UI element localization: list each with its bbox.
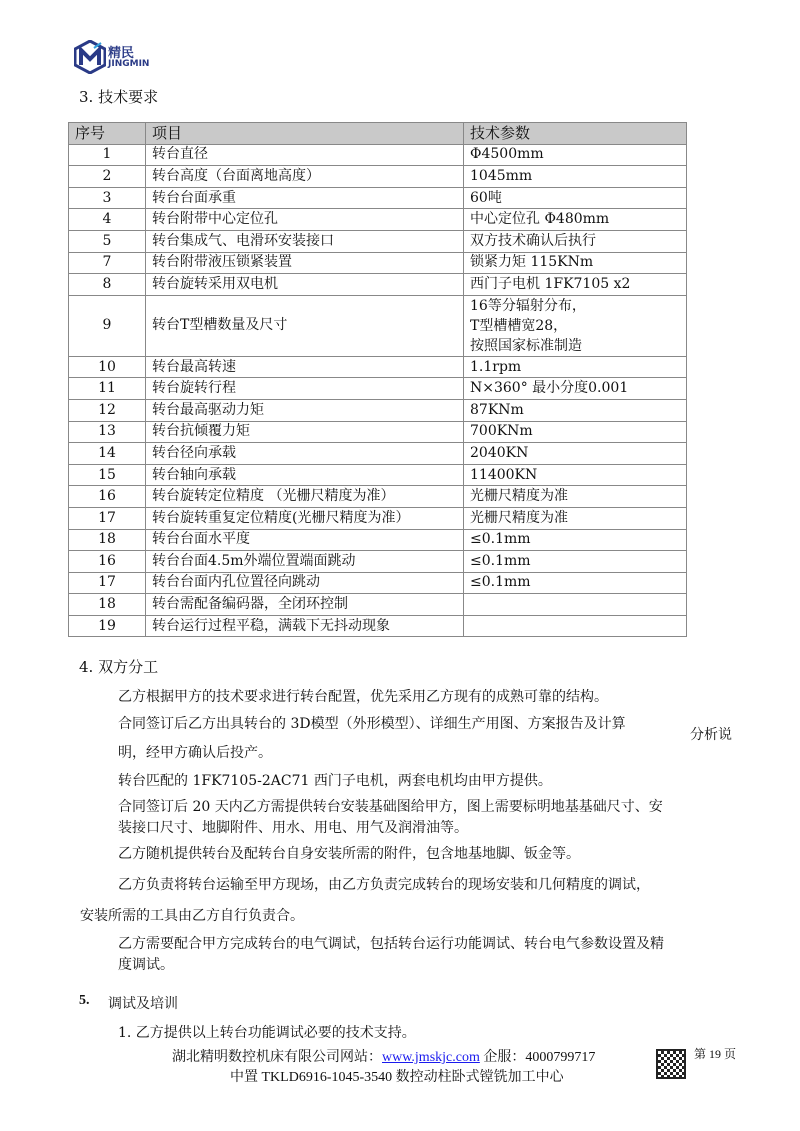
jingmin-logo: [74, 40, 150, 78]
cell-no: 14: [69, 443, 146, 465]
cell-no: 8: [69, 274, 146, 296]
cell-no: 9: [69, 295, 146, 356]
paragraph-line: 装接口尺寸、地脚附件、用水、用电、用气及润滑油等。: [118, 820, 468, 836]
footer-line1: [172, 1046, 595, 1066]
cell-param: 光栅尺精度为准: [464, 507, 687, 529]
cell-param: ≤0.1mm: [464, 572, 687, 594]
paragraph-line: 乙方随机提供转台及配转台自身安装所需的附件，包含地基地脚、钣金等。: [118, 846, 580, 862]
cell-param: 中心定位孔 Φ480mm: [464, 209, 687, 231]
cell-item: 转台台面水平度: [146, 529, 464, 551]
cell-item: 转台最高驱动力矩: [146, 399, 464, 421]
cell-no: 18: [69, 529, 146, 551]
table-row: [69, 464, 687, 486]
cell-param: 双方技术确认后执行: [464, 230, 687, 252]
table-header: [69, 123, 687, 145]
cell-param: 1045mm: [464, 166, 687, 188]
cell-param: 光栅尺精度为准: [464, 486, 687, 508]
section5-item: 1. 乙方提供以上转台功能调试必要的技术支持。: [118, 1025, 416, 1041]
cell-param: ≤0.1mm: [464, 529, 687, 551]
cell-item: 转台抗倾覆力矩: [146, 421, 464, 443]
table-row: [69, 572, 687, 594]
table-row: [69, 421, 687, 443]
cell-param: 87KNm: [464, 399, 687, 421]
paragraph-line: 明，经甲方确认后投产。: [118, 745, 272, 761]
paragraph-line: 合同签订后乙方出具转台的 3D模型（外形模型）、详细生产用图、方案报告及计算: [118, 716, 626, 732]
footer-model: 中置 TKLD6916-1045-3540 数控动柱卧式镗铣加工中心: [230, 1070, 564, 1085]
cell-item: 转台径向承载: [146, 443, 464, 465]
section5-number: 5.: [79, 993, 90, 1008]
paragraph-line: 转台匹配的 1FK7105-2AC71 西门子电机，两套电机均由甲方提供。: [118, 773, 552, 789]
cell-param: 60吨: [464, 187, 687, 209]
cell-item: 转台需配备编码器，全闭环控制: [146, 594, 464, 616]
table-row: [69, 187, 687, 209]
cell-no: 7: [69, 252, 146, 274]
cell-param: [464, 615, 687, 637]
logo-cn: 精民: [108, 46, 135, 61]
table-row: [69, 274, 687, 296]
cell-item: 转台附带中心定位孔: [146, 209, 464, 231]
footer-company: 湖北精明数控机床有限公司网站：: [172, 1050, 382, 1065]
cell-param: 11400KN: [464, 464, 687, 486]
cell-item: 转台集成气、电滑环安装接口: [146, 230, 464, 252]
paragraph-line: 乙方负责将转台运输至甲方现场，由乙方负责完成转台的现场安装和几何精度的调试，: [118, 877, 650, 893]
cell-item: 转台附带液压锁紧装置: [146, 252, 464, 274]
cell-item: 转台旋转行程: [146, 378, 464, 400]
cell-param: Φ4500mm: [464, 144, 687, 166]
cell-no: 19: [69, 615, 146, 637]
cell-item: 转台台面承重: [146, 187, 464, 209]
section4-title: 4. 双方分工: [79, 658, 159, 676]
cell-no: 10: [69, 356, 146, 378]
cell-no: 2: [69, 166, 146, 188]
table-row: [69, 399, 687, 421]
cell-item: 转台轴向承载: [146, 464, 464, 486]
cell-param: [464, 594, 687, 616]
paragraph-line: 度调试。: [118, 957, 174, 973]
cell-no: 3: [69, 187, 146, 209]
cell-no: 5: [69, 230, 146, 252]
cell-item: 转台旋转重复定位精度(光栅尺精度为准）: [146, 507, 464, 529]
cell-item: 转台台面4.5m外端位置端面跳动: [146, 551, 464, 573]
qr-code-icon: [656, 1049, 686, 1079]
cell-no: 16: [69, 486, 146, 508]
cell-no: 4: [69, 209, 146, 231]
tech-requirements-table: [68, 122, 687, 637]
cell-no: 12: [69, 399, 146, 421]
table-row: [69, 443, 687, 465]
table-row: [69, 615, 687, 637]
paragraph-line: 安装所需的工具由乙方自行负责合。: [80, 908, 304, 924]
cell-no: 16: [69, 551, 146, 573]
table-row: [69, 507, 687, 529]
logo-en: JINGMIN: [108, 59, 150, 69]
footer-service: 企服：4000799717: [479, 1050, 596, 1065]
page-number: 第 19 页: [694, 1047, 737, 1061]
paragraph-line: 分析说: [690, 727, 732, 743]
cell-param: ≤0.1mm: [464, 551, 687, 573]
paragraph-line: 乙方需要配合甲方完成转台的电气调试，包括转台运行功能调试、转台电气参数设置及精: [118, 936, 664, 952]
cell-no: 17: [69, 572, 146, 594]
cell-no: 18: [69, 594, 146, 616]
table-row: [69, 551, 687, 573]
cell-item: 转台运行过程平稳，满载下无抖动现象: [146, 615, 464, 637]
cell-item: 转台T型槽数量及尺寸: [146, 295, 464, 356]
cell-item: 转台高度（台面离地高度）: [146, 166, 464, 188]
cell-item: 转台台面内孔位置径向跳动: [146, 572, 464, 594]
cell-param: 2040KN: [464, 443, 687, 465]
cell-param: N×360° 最小分度0.001: [464, 378, 687, 400]
cell-no: 15: [69, 464, 146, 486]
table-row: [69, 486, 687, 508]
cell-item: 转台最高转速: [146, 356, 464, 378]
table-row: [69, 144, 687, 166]
col-item: 项目: [146, 123, 464, 145]
col-no: 序号: [69, 123, 146, 145]
cell-item: 转台直径: [146, 144, 464, 166]
table-row: [69, 166, 687, 188]
cell-item: 转台旋转定位精度 （光栅尺精度为准）: [146, 486, 464, 508]
cell-no: 13: [69, 421, 146, 443]
table-row: [69, 230, 687, 252]
cell-param: 1.1rpm: [464, 356, 687, 378]
paragraph-line: 合同签订后 20 天内乙方需提供转台安装基础图给甲方，图上需要标明地基基础尺寸、安: [118, 799, 663, 815]
cell-param: 700KNm: [464, 421, 687, 443]
cell-param: 锁紧力矩 115KNm: [464, 252, 687, 274]
table-row: [69, 529, 687, 551]
cell-no: 11: [69, 378, 146, 400]
table-row: [69, 356, 687, 378]
table-row: [69, 378, 687, 400]
cell-item: 转台旋转采用双电机: [146, 274, 464, 296]
paragraph-line: 乙方根据甲方的技术要求进行转台配置，优先采用乙方现有的成熟可靠的结构。: [118, 689, 608, 705]
section5-title: 调试及培训: [108, 996, 178, 1012]
table-row: [69, 209, 687, 231]
table-row: [69, 252, 687, 274]
website-link[interactable]: www.jmskjc.com: [382, 1050, 480, 1065]
cell-no: 1: [69, 144, 146, 166]
table-row: [69, 594, 687, 616]
cell-param: 16等分辐射分布， T型槽槽宽28， 按照国家标准制造: [464, 295, 687, 356]
cell-param: 西门子电机 1FK7105 x2: [464, 274, 687, 296]
table-row: [69, 295, 687, 356]
cell-no: 17: [69, 507, 146, 529]
section3-title: 3. 技术要求: [79, 88, 159, 106]
col-param: 技术参数: [464, 123, 687, 145]
